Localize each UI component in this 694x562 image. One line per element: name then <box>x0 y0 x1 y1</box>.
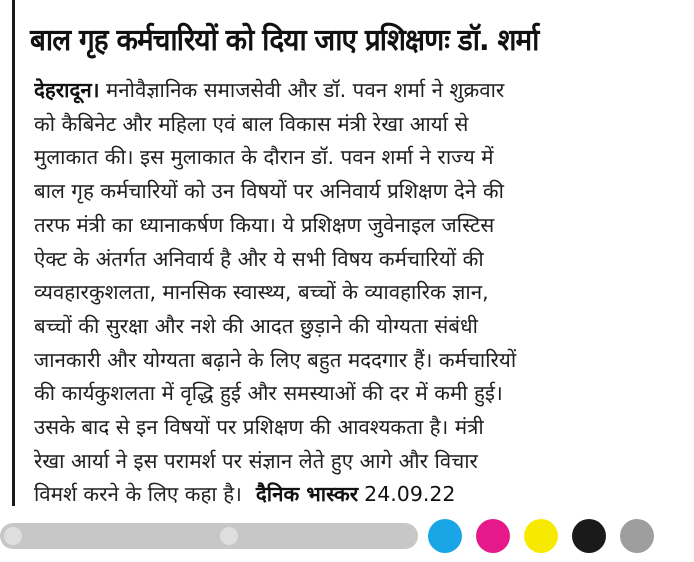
clipped-previous-text <box>34 0 334 5</box>
column-rule <box>12 0 15 506</box>
body-line: जानकारी और योग्यता बढ़ाने के लिए बहुत मददगार हैं। कर्मचारियों <box>34 347 517 372</box>
body-text: विमर्श करने के लिए कहा है। <box>34 482 242 507</box>
body-text: मनोवैज्ञानिक समाजसेवी और डॉ. पवन शर्मा ने शुक्रवार <box>106 78 505 102</box>
body-line <box>34 74 652 108</box>
registration-dot <box>4 527 22 545</box>
body-line: को कैबिनेट और महिला एवं बाल विकास मंत्री रेखा आर्या से <box>34 111 469 136</box>
magenta-swatch <box>476 519 510 553</box>
body-line: तरफ मंत्री का ध्यानाकर्षण किया। ये प्रशिक्षण जुवेनाइल जस्टिस <box>34 212 495 237</box>
gray-registration-bar <box>0 523 418 549</box>
gray-swatch <box>620 519 654 553</box>
cyan-swatch <box>428 519 462 553</box>
body-line: की कार्यकुशलता में वृद्धि हुई और समस्याओं की दर में कमी हुई। <box>34 381 503 406</box>
body-line: मुलाकात की। इस मुलाकात के दौरान डॉ. पवन शर्मा ने राज्य में <box>34 145 494 170</box>
black-swatch <box>572 519 606 553</box>
dateline: देहरादून। <box>34 78 100 102</box>
body-line: बाल गृह कर्मचारियों को उन विषयों पर अनिवार्य प्रशिक्षण देने की <box>34 179 504 204</box>
body-line <box>34 478 652 512</box>
publication-date: 24.09.22 <box>364 482 456 507</box>
body-line: ऐक्ट के अंतर्गत अनिवार्य है और ये सभी विषय कर्मचारियों की <box>34 246 484 271</box>
body-line: रेखा आर्या ने इस परामर्श पर संज्ञान लेते हुए आगे और विचार <box>34 448 478 473</box>
body-line: व्यवहारकुशलता, मानसिक स्वास्थ्य, बच्चों के व्यावहारिक ज्ञान, <box>34 280 489 305</box>
body-line: बच्चों की सुरक्षा और नशे की आदत छुड़ाने की योग्यता संबंधी <box>34 313 478 338</box>
headline: बाल गृह कर्मचारियों को दिया जाए प्रशिक्षणः डॉ. शर्मा <box>30 23 539 58</box>
article-body <box>34 74 652 512</box>
print-color-bar <box>0 519 694 553</box>
yellow-swatch <box>524 519 558 553</box>
registration-dot <box>220 527 238 545</box>
body-line: उसके बाद से इन विषयों पर प्रशिक्षण की आवश्यकता है। मंत्री <box>34 415 484 440</box>
source-credit: दैनिक भास्कर <box>255 482 359 507</box>
